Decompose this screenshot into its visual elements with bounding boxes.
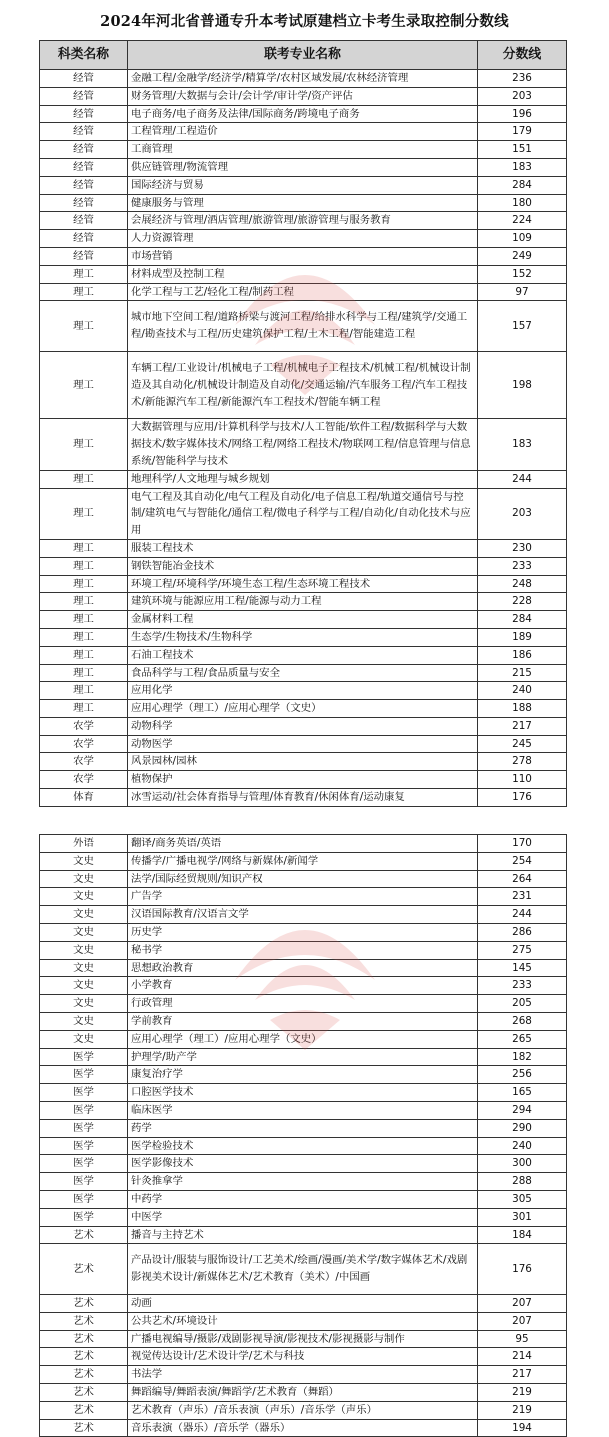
score-cell: 245 bbox=[478, 735, 567, 753]
table-row bbox=[40, 1419, 567, 1437]
table-row bbox=[40, 123, 567, 141]
score-cell: 284 bbox=[478, 176, 567, 194]
score-cell: 207 bbox=[478, 1312, 567, 1330]
table-row bbox=[40, 1208, 567, 1226]
category-cell: 理工 bbox=[40, 646, 128, 664]
major-cell: 医学检验技术 bbox=[128, 1137, 478, 1155]
score-cell: 203 bbox=[478, 488, 567, 539]
major-cell: 工商管理 bbox=[128, 141, 478, 159]
table-row bbox=[40, 1226, 567, 1244]
category-cell: 经管 bbox=[40, 230, 128, 248]
score-cell: 186 bbox=[478, 646, 567, 664]
category-cell: 艺术 bbox=[40, 1294, 128, 1312]
score-cell: 179 bbox=[478, 123, 567, 141]
category-cell: 农学 bbox=[40, 771, 128, 789]
table-row bbox=[40, 682, 567, 700]
score-cell: 254 bbox=[478, 852, 567, 870]
major-cell: 翻译/商务英语/英语 bbox=[128, 835, 478, 853]
table-row bbox=[40, 1137, 567, 1155]
table-row bbox=[40, 1119, 567, 1137]
category-cell: 体育 bbox=[40, 789, 128, 807]
category-cell: 经管 bbox=[40, 105, 128, 123]
score-cell: 233 bbox=[478, 557, 567, 575]
category-cell: 理工 bbox=[40, 611, 128, 629]
major-cell: 舞蹈编导/舞蹈表演/舞蹈学/艺术教育（舞蹈） bbox=[128, 1383, 478, 1401]
major-cell: 冰雪运动/社会体育指导与管理/体育教育/休闲体育/运动康复 bbox=[128, 789, 478, 807]
category-cell: 经管 bbox=[40, 141, 128, 159]
major-cell: 行政管理 bbox=[128, 995, 478, 1013]
major-cell: 广播电视编导/摄影/戏剧影视导演/影视技术/影视摄影与制作 bbox=[128, 1330, 478, 1348]
table-row bbox=[40, 1383, 567, 1401]
major-cell: 口腔医学技术 bbox=[128, 1084, 478, 1102]
category-cell: 艺术 bbox=[40, 1366, 128, 1384]
category-cell: 理工 bbox=[40, 664, 128, 682]
category-cell: 文史 bbox=[40, 852, 128, 870]
major-cell: 电子商务/电子商务及法律/国际商务/跨境电子商务 bbox=[128, 105, 478, 123]
table-row bbox=[40, 265, 567, 283]
category-cell: 理工 bbox=[40, 419, 128, 470]
score-cell: 207 bbox=[478, 1294, 567, 1312]
category-cell: 文史 bbox=[40, 1030, 128, 1048]
major-cell: 健康服务与管理 bbox=[128, 194, 478, 212]
major-cell: 艺术教育（声乐）/音乐表演（声乐）/音乐学（声乐） bbox=[128, 1401, 478, 1419]
score-cell: 278 bbox=[478, 753, 567, 771]
major-cell: 车辆工程/工业设计/机械电子工程/机械电子工程技术/机械工程/机械设计制造及其自动化/机械设计制造及自动化/交通运输/汽车服务工程/汽车工程技术/新能源汽车工程/新能源汽车工程技术/智能车辆工程 bbox=[128, 351, 478, 418]
category-cell: 理工 bbox=[40, 593, 128, 611]
score-cell: 183 bbox=[478, 158, 567, 176]
category-cell: 理工 bbox=[40, 682, 128, 700]
major-cell: 中药学 bbox=[128, 1190, 478, 1208]
major-cell: 应用心理学（理工）/应用心理学（文史） bbox=[128, 700, 478, 718]
table-row bbox=[40, 539, 567, 557]
score-cell: 233 bbox=[478, 977, 567, 995]
score-cell: 230 bbox=[478, 539, 567, 557]
table-row bbox=[40, 194, 567, 212]
score-cell: 268 bbox=[478, 1012, 567, 1030]
score-cell: 231 bbox=[478, 888, 567, 906]
major-cell: 化学工程与工艺/轻化工程/制药工程 bbox=[128, 283, 478, 301]
category-cell: 文史 bbox=[40, 906, 128, 924]
table-row bbox=[40, 888, 567, 906]
score-cell: 275 bbox=[478, 941, 567, 959]
score-cell: 109 bbox=[478, 230, 567, 248]
category-cell: 理工 bbox=[40, 557, 128, 575]
category-cell: 艺术 bbox=[40, 1226, 128, 1244]
category-cell: 医学 bbox=[40, 1048, 128, 1066]
major-cell: 临床医学 bbox=[128, 1101, 478, 1119]
table-row bbox=[40, 1048, 567, 1066]
table-row bbox=[40, 1330, 567, 1348]
major-cell: 钢铁智能冶金技术 bbox=[128, 557, 478, 575]
score-table-1 bbox=[39, 40, 567, 807]
table-row bbox=[40, 87, 567, 105]
category-cell: 文史 bbox=[40, 941, 128, 959]
table-row bbox=[40, 735, 567, 753]
major-cell: 人力资源管理 bbox=[128, 230, 478, 248]
score-cell: 215 bbox=[478, 664, 567, 682]
category-cell: 理工 bbox=[40, 700, 128, 718]
score-cell: 194 bbox=[478, 1419, 567, 1437]
major-cell: 小学教育 bbox=[128, 977, 478, 995]
header-score: 分数线 bbox=[478, 41, 567, 70]
score-cell: 217 bbox=[478, 717, 567, 735]
category-cell: 理工 bbox=[40, 488, 128, 539]
category-cell: 文史 bbox=[40, 923, 128, 941]
table-row bbox=[40, 789, 567, 807]
score-cell: 249 bbox=[478, 247, 567, 265]
score-cell: 176 bbox=[478, 789, 567, 807]
table-row bbox=[40, 351, 567, 418]
category-cell: 农学 bbox=[40, 717, 128, 735]
major-cell: 思想政治教育 bbox=[128, 959, 478, 977]
table-row bbox=[40, 852, 567, 870]
category-cell: 农学 bbox=[40, 753, 128, 771]
category-cell: 文史 bbox=[40, 888, 128, 906]
category-cell: 艺术 bbox=[40, 1401, 128, 1419]
table-row bbox=[40, 771, 567, 789]
score-cell: 264 bbox=[478, 870, 567, 888]
category-cell: 理工 bbox=[40, 628, 128, 646]
score-cell: 214 bbox=[478, 1348, 567, 1366]
major-cell: 风景园林/园林 bbox=[128, 753, 478, 771]
major-cell: 书法学 bbox=[128, 1366, 478, 1384]
category-cell: 经管 bbox=[40, 212, 128, 230]
table-row bbox=[40, 835, 567, 853]
major-cell: 材料成型及控制工程 bbox=[128, 265, 478, 283]
category-cell: 文史 bbox=[40, 1012, 128, 1030]
category-cell: 医学 bbox=[40, 1137, 128, 1155]
major-cell: 学前教育 bbox=[128, 1012, 478, 1030]
major-cell: 电气工程及其自动化/电气工程及自动化/电子信息工程/轨道交通信号与控制/建筑电气与智能化/通信工程/微电子科学与工程/自动化/自动化技术与应用 bbox=[128, 488, 478, 539]
score-cell: 180 bbox=[478, 194, 567, 212]
major-cell: 环境工程/环境科学/环境生态工程/生态环境工程技术 bbox=[128, 575, 478, 593]
major-cell: 服装工程技术 bbox=[128, 539, 478, 557]
category-cell: 农学 bbox=[40, 735, 128, 753]
category-cell: 艺术 bbox=[40, 1330, 128, 1348]
category-cell: 文史 bbox=[40, 870, 128, 888]
table-row bbox=[40, 664, 567, 682]
score-cell: 184 bbox=[478, 1226, 567, 1244]
category-cell: 艺术 bbox=[40, 1383, 128, 1401]
major-cell: 产品设计/服装与服饰设计/工艺美术/绘画/漫画/美术学/数字媒体艺术/戏剧影视美术设计/新媒体艺术/艺术教育（美术）/中国画 bbox=[128, 1244, 478, 1295]
category-cell: 经管 bbox=[40, 70, 128, 88]
score-cell: 152 bbox=[478, 265, 567, 283]
table-row bbox=[40, 557, 567, 575]
table-row bbox=[40, 1066, 567, 1084]
score-cell: 196 bbox=[478, 105, 567, 123]
major-cell: 植物保护 bbox=[128, 771, 478, 789]
score-table-2 bbox=[39, 834, 567, 1437]
major-cell: 金属材料工程 bbox=[128, 611, 478, 629]
table-row bbox=[40, 575, 567, 593]
table-row bbox=[40, 611, 567, 629]
major-cell: 国际经济与贸易 bbox=[128, 176, 478, 194]
major-cell: 公共艺术/环境设计 bbox=[128, 1312, 478, 1330]
score-cell: 284 bbox=[478, 611, 567, 629]
major-cell: 工程管理/工程造价 bbox=[128, 123, 478, 141]
score-cell: 288 bbox=[478, 1173, 567, 1191]
category-cell: 医学 bbox=[40, 1173, 128, 1191]
score-cell: 97 bbox=[478, 283, 567, 301]
table-row bbox=[40, 141, 567, 159]
major-cell: 历史学 bbox=[128, 923, 478, 941]
table-row bbox=[40, 1366, 567, 1384]
major-cell: 供应链管理/物流管理 bbox=[128, 158, 478, 176]
major-cell: 石油工程技术 bbox=[128, 646, 478, 664]
category-cell: 理工 bbox=[40, 265, 128, 283]
score-cell: 290 bbox=[478, 1119, 567, 1137]
table-row bbox=[40, 870, 567, 888]
table-header-row bbox=[40, 41, 567, 70]
major-cell: 市场营销 bbox=[128, 247, 478, 265]
category-cell: 医学 bbox=[40, 1101, 128, 1119]
score-cell: 301 bbox=[478, 1208, 567, 1226]
score-cell: 294 bbox=[478, 1101, 567, 1119]
major-cell: 城市地下空间工程/道路桥梁与渡河工程/给排水科学与工程/建筑学/交通工程/勘查技术与工程/历史建筑保护工程/土木工程/智能建造工程 bbox=[128, 301, 478, 352]
major-cell: 传播学/广播电视学/网络与新媒体/新闻学 bbox=[128, 852, 478, 870]
major-cell: 视觉传达设计/艺术设计学/艺术与科技 bbox=[128, 1348, 478, 1366]
score-cell: 217 bbox=[478, 1366, 567, 1384]
score-cell: 183 bbox=[478, 419, 567, 470]
category-cell: 经管 bbox=[40, 247, 128, 265]
major-cell: 生态学/生物技术/生物科学 bbox=[128, 628, 478, 646]
table-row bbox=[40, 419, 567, 470]
major-cell: 财务管理/大数据与会计/会计学/审计学/资产评估 bbox=[128, 87, 478, 105]
table-row bbox=[40, 1101, 567, 1119]
major-cell: 应用心理学（理工）/应用心理学（文史） bbox=[128, 1030, 478, 1048]
table-row bbox=[40, 717, 567, 735]
table-row bbox=[40, 1312, 567, 1330]
category-cell: 外语 bbox=[40, 835, 128, 853]
major-cell: 动画 bbox=[128, 1294, 478, 1312]
category-cell: 文史 bbox=[40, 995, 128, 1013]
category-cell: 理工 bbox=[40, 283, 128, 301]
major-cell: 音乐表演（器乐）/音乐学（器乐） bbox=[128, 1419, 478, 1437]
category-cell: 经管 bbox=[40, 123, 128, 141]
major-cell: 广告学 bbox=[128, 888, 478, 906]
table-row bbox=[40, 470, 567, 488]
category-cell: 医学 bbox=[40, 1066, 128, 1084]
table-row bbox=[40, 646, 567, 664]
major-cell: 地理科学/人文地理与城乡规划 bbox=[128, 470, 478, 488]
major-cell: 金融工程/金融学/经济学/精算学/农村区域发展/农林经济管理 bbox=[128, 70, 478, 88]
major-cell: 针灸推拿学 bbox=[128, 1173, 478, 1191]
score-cell: 256 bbox=[478, 1066, 567, 1084]
category-cell: 文史 bbox=[40, 977, 128, 995]
major-cell: 建筑环境与能源应用工程/能源与动力工程 bbox=[128, 593, 478, 611]
table-row bbox=[40, 593, 567, 611]
category-cell: 文史 bbox=[40, 959, 128, 977]
major-cell: 秘书学 bbox=[128, 941, 478, 959]
major-cell: 播音与主持艺术 bbox=[128, 1226, 478, 1244]
table-row bbox=[40, 1190, 567, 1208]
table-row bbox=[40, 230, 567, 248]
table-row bbox=[40, 488, 567, 539]
score-cell: 300 bbox=[478, 1155, 567, 1173]
category-cell: 医学 bbox=[40, 1155, 128, 1173]
table-row bbox=[40, 301, 567, 352]
score-cell: 244 bbox=[478, 470, 567, 488]
score-cell: 305 bbox=[478, 1190, 567, 1208]
table-row bbox=[40, 1084, 567, 1102]
major-cell: 动物科学 bbox=[128, 717, 478, 735]
category-cell: 理工 bbox=[40, 351, 128, 418]
category-cell: 理工 bbox=[40, 470, 128, 488]
score-cell: 265 bbox=[478, 1030, 567, 1048]
category-cell: 医学 bbox=[40, 1119, 128, 1137]
score-cell: 198 bbox=[478, 351, 567, 418]
score-cell: 95 bbox=[478, 1330, 567, 1348]
category-cell: 艺术 bbox=[40, 1244, 128, 1295]
table-row bbox=[40, 1155, 567, 1173]
table-row bbox=[40, 1348, 567, 1366]
category-cell: 艺术 bbox=[40, 1419, 128, 1437]
table-row bbox=[40, 176, 567, 194]
score-cell: 240 bbox=[478, 682, 567, 700]
category-cell: 理工 bbox=[40, 575, 128, 593]
category-cell: 艺术 bbox=[40, 1312, 128, 1330]
table-row bbox=[40, 906, 567, 924]
score-cell: 286 bbox=[478, 923, 567, 941]
table-row bbox=[40, 70, 567, 88]
score-cell: 110 bbox=[478, 771, 567, 789]
category-cell: 艺术 bbox=[40, 1348, 128, 1366]
header-category: 科类名称 bbox=[40, 41, 128, 70]
major-cell: 药学 bbox=[128, 1119, 478, 1137]
table-row bbox=[40, 105, 567, 123]
major-cell: 动物医学 bbox=[128, 735, 478, 753]
major-cell: 会展经济与管理/酒店管理/旅游管理/旅游管理与服务教育 bbox=[128, 212, 478, 230]
score-cell: 151 bbox=[478, 141, 567, 159]
category-cell: 经管 bbox=[40, 87, 128, 105]
table-row bbox=[40, 995, 567, 1013]
table-row bbox=[40, 1244, 567, 1295]
major-cell: 康复治疗学 bbox=[128, 1066, 478, 1084]
major-cell: 大数据管理与应用/计算机科学与技术/人工智能/软件工程/数据科学与大数据技术/数字媒体技术/网络工程/网络工程技术/物联网工程/信息管理与信息系统/智能科学与技术 bbox=[128, 419, 478, 470]
table-row bbox=[40, 923, 567, 941]
score-cell: 240 bbox=[478, 1137, 567, 1155]
score-cell: 244 bbox=[478, 906, 567, 924]
table-row bbox=[40, 1030, 567, 1048]
score-cell: 228 bbox=[478, 593, 567, 611]
page-title: 2024年河北省普通专升本考试原建档立卡考生录取控制分数线 bbox=[100, 13, 509, 30]
table-row bbox=[40, 1012, 567, 1030]
score-cell: 219 bbox=[478, 1401, 567, 1419]
score-cell: 248 bbox=[478, 575, 567, 593]
category-cell: 经管 bbox=[40, 194, 128, 212]
table-row bbox=[40, 1401, 567, 1419]
score-cell: 219 bbox=[478, 1383, 567, 1401]
score-cell: 157 bbox=[478, 301, 567, 352]
major-cell: 医学影像技术 bbox=[128, 1155, 478, 1173]
table-row bbox=[40, 212, 567, 230]
major-cell: 食品科学与工程/食品质量与安全 bbox=[128, 664, 478, 682]
header-major: 联考专业名称 bbox=[128, 41, 478, 70]
category-cell: 经管 bbox=[40, 176, 128, 194]
score-cell: 205 bbox=[478, 995, 567, 1013]
table-row bbox=[40, 753, 567, 771]
table-row bbox=[40, 158, 567, 176]
major-cell: 中医学 bbox=[128, 1208, 478, 1226]
category-cell: 理工 bbox=[40, 539, 128, 557]
score-cell: 236 bbox=[478, 70, 567, 88]
table-row bbox=[40, 959, 567, 977]
category-cell: 医学 bbox=[40, 1084, 128, 1102]
major-cell: 应用化学 bbox=[128, 682, 478, 700]
score-cell: 188 bbox=[478, 700, 567, 718]
category-cell: 理工 bbox=[40, 301, 128, 352]
table-row bbox=[40, 977, 567, 995]
table-row bbox=[40, 283, 567, 301]
category-cell: 医学 bbox=[40, 1190, 128, 1208]
score-cell: 189 bbox=[478, 628, 567, 646]
table-row bbox=[40, 247, 567, 265]
score-cell: 224 bbox=[478, 212, 567, 230]
table-row bbox=[40, 1173, 567, 1191]
score-cell: 165 bbox=[478, 1084, 567, 1102]
major-cell: 法学/国际经贸规则/知识产权 bbox=[128, 870, 478, 888]
table-row bbox=[40, 941, 567, 959]
category-cell: 经管 bbox=[40, 158, 128, 176]
score-cell: 170 bbox=[478, 835, 567, 853]
score-cell: 182 bbox=[478, 1048, 567, 1066]
major-cell: 护理学/助产学 bbox=[128, 1048, 478, 1066]
score-cell: 145 bbox=[478, 959, 567, 977]
score-cell: 176 bbox=[478, 1244, 567, 1295]
table-row bbox=[40, 1294, 567, 1312]
major-cell: 汉语国际教育/汉语言文学 bbox=[128, 906, 478, 924]
score-cell: 203 bbox=[478, 87, 567, 105]
table-row bbox=[40, 628, 567, 646]
category-cell: 医学 bbox=[40, 1208, 128, 1226]
table-row bbox=[40, 700, 567, 718]
